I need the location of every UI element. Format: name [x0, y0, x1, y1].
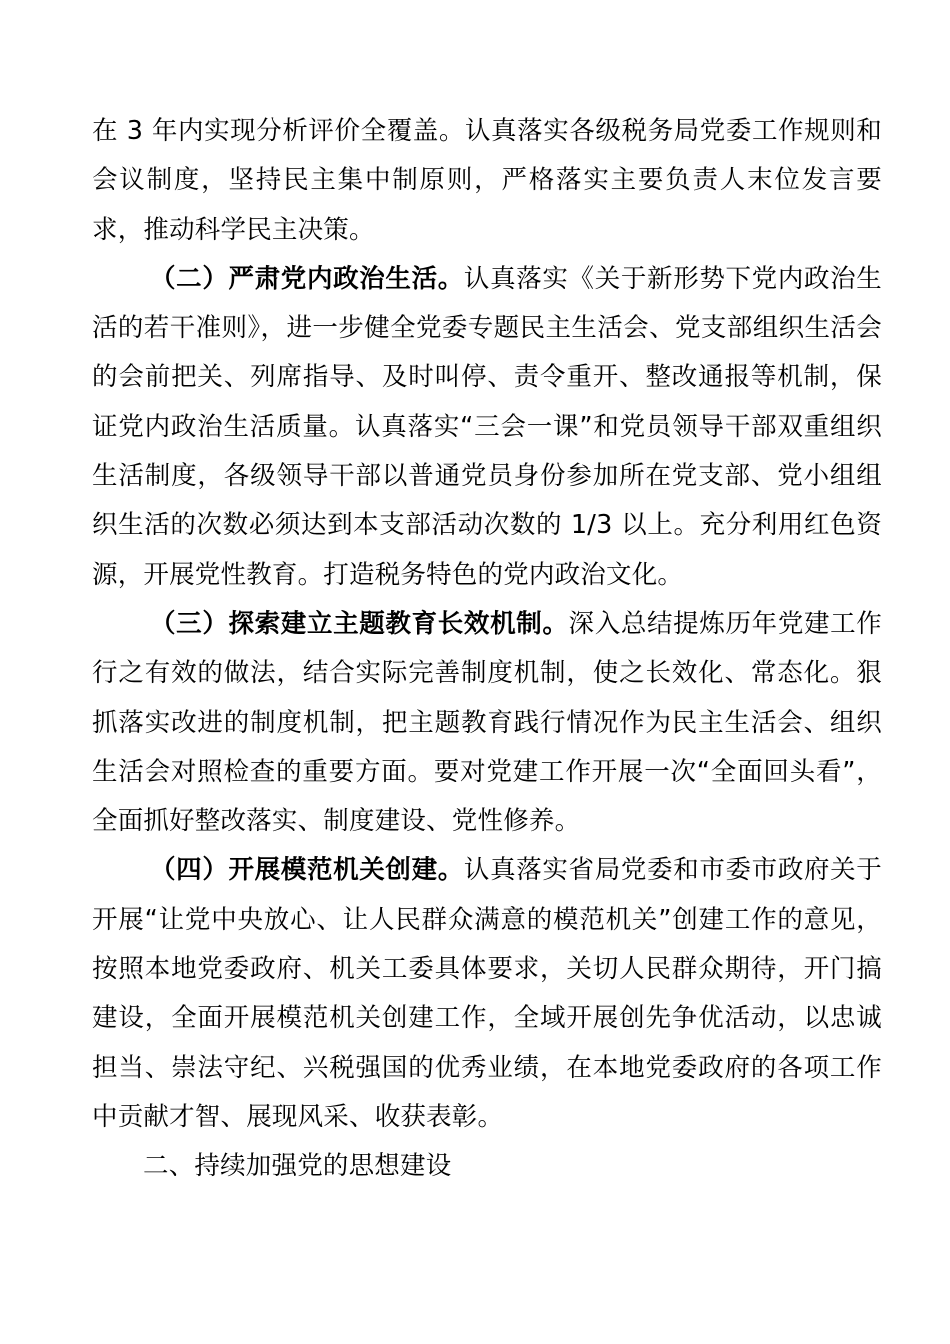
paragraph-text: 在 3 年内实现分析评价全覆盖。认真落实各级税务局党委工作规则和会议制度，坚持民主集中制原则，严格落实主要负责人末位发言要求，推动科学民主决策。	[92, 116, 882, 245]
paragraph-continuation	[92, 107, 882, 255]
section-title: 二、持续加强党的思想建设	[143, 1151, 452, 1182]
paragraph-theme-education	[92, 600, 882, 846]
paragraph-political-life	[92, 255, 882, 600]
paragraph-text: 认真落实《关于新形势下党内政治生活的若干准则》，进一步健全党委专题民主生活会、党支部组织生活会的会前把关、列席指导、及时叫停、责令重开、整改通报等机制，保证党内政治生活质量。认真落实“三会一课”和党员领导干部双重组织生活制度，各级领导干部以普通党员身份参加所在党支部、党小组组织生活的次数必须达到本支部活动次数的 1/3 以上。充分利用红色资源，开展党性教育。打造税务特色的党内政治文化。	[92, 263, 883, 590]
paragraph-heading: （四）开展模范机关创建。	[150, 855, 464, 886]
paragraph-text: 深入总结提炼历年党建工作行之有效的做法，结合实际完善制度机制，使之长效化、常态化。狠抓落实改进的制度机制，把主题教育践行情况作为民主生活会、组织生活会对照检查的重要方面。要对党建工作开展一次“全面回头看”，全面抓好整改落实、制度建设、党性修养。	[92, 608, 882, 837]
paragraph-text: 认真落实省局党委和市委市政府关于开展“让党中央放心、让人民群众满意的模范机关”创建工作的意见，按照本地党委政府、机关工委具体要求，关切人民群众期待，开门搞建设，全面开展模范机关创建工作，全域开展创先争优活动，以忠诚担当、崇法守纪、兴税强国的优秀业绩，在本地党委政府的各项工作中贡献才智、展现风采、收获表彰。	[92, 855, 883, 1132]
paragraph-heading: （三）探索建立主题教育长效机制。	[150, 608, 569, 639]
paragraph-model-organ	[92, 846, 882, 1142]
paragraph-heading: （二）严肃党内政治生活。	[150, 263, 464, 294]
document-body	[92, 107, 882, 1192]
